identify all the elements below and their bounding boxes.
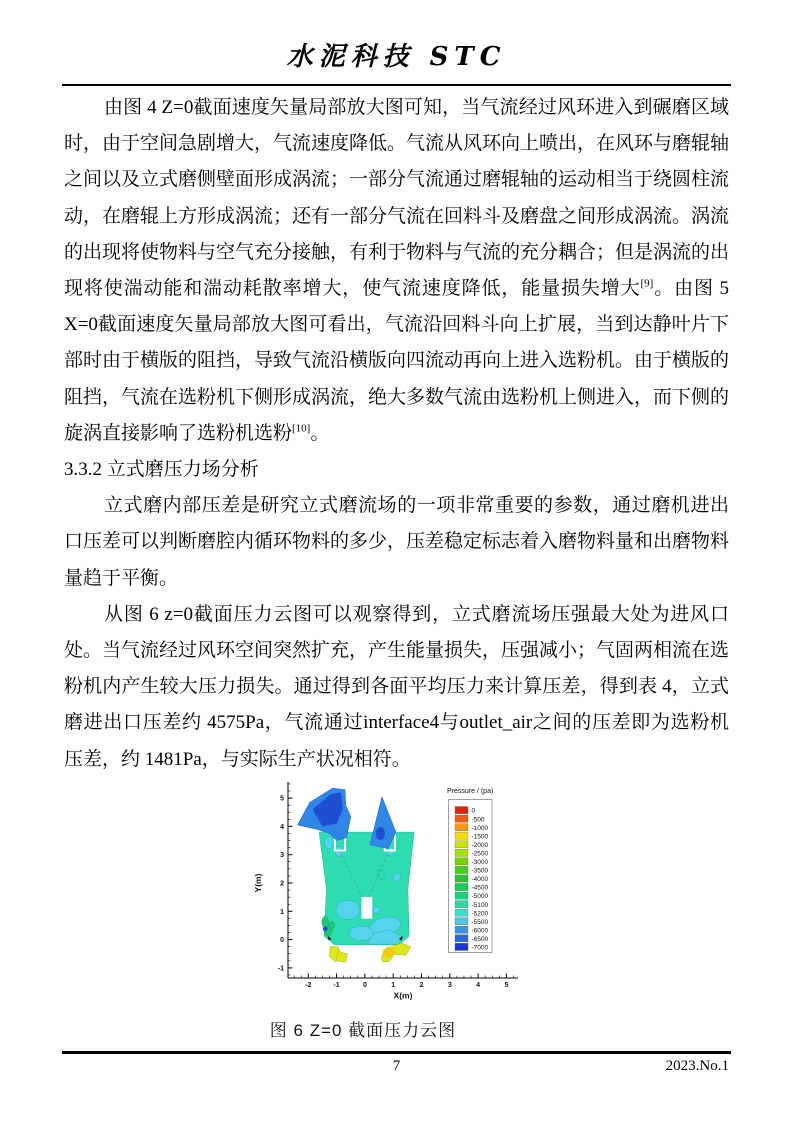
svg-text:-5200: -5200 [471, 910, 489, 918]
paragraph-velocity-field [64, 90, 729, 452]
colorbar-legend [447, 788, 493, 953]
svg-text:-4000: -4000 [471, 876, 489, 884]
svg-text:-5000: -5000 [471, 893, 489, 901]
figure-caption: 图 6 Z=0 截面压力云图 [269, 1021, 457, 1040]
svg-text:-2500: -2500 [471, 850, 489, 858]
y-axis-label: Y(m) [253, 873, 263, 893]
svg-text:-6500: -6500 [471, 935, 489, 943]
svg-text:0: 0 [280, 937, 284, 945]
svg-text:-1000: -1000 [471, 824, 489, 832]
journal-header [64, 36, 729, 73]
paragraph-text: 由图 4 Z=0截面速度矢量局部放大图可知，当气流经过风环进入到碾磨区域时，由于空间急剧增大，气流速度降低。气流从风环向上喷出，在风环与磨辊轴之间以及立式磨侧壁面形成涡流；一部分气流通过磨辊轴的运动相当于绕圆柱流动，在磨辊上方形成涡流；还有一部分气流在回料斗及磨盘之间形成涡流。涡流的出现将使物料与空气充分接触，有利于物料与气流的充分耦合；但是涡流的出现将使湍动能和湍动耗散率增大，使气流速度降低，能量损失增大 [64, 97, 730, 300]
svg-text:1: 1 [280, 908, 284, 916]
paragraph-text: 。由图 5 X=0截面速度矢量局部放大图可看出，气流沿回料斗向上扩展，当到达静叶片下部时由于横版的阻挡，导致气流沿横版向四流动再向上进入选粉机。由于横版的阻挡，气流在选粉机下侧形成涡流，绝大多数气流由选粉机上侧进入，而下侧的旋涡直接影响了选粉机选粉 [64, 278, 730, 444]
svg-text:-7000: -7000 [471, 944, 489, 952]
svg-text:-5500: -5500 [471, 918, 489, 926]
svg-text:-3500: -3500 [471, 867, 489, 875]
dark-blue-spot [323, 926, 328, 931]
svg-text:-4500: -4500 [471, 884, 489, 892]
page-number: 7 [392, 1058, 401, 1074]
inlet-duct-right-core [376, 827, 385, 840]
inlet-duct-right-region [370, 797, 396, 849]
svg-text:4: 4 [280, 823, 284, 831]
svg-text:-3000: -3000 [471, 859, 489, 866]
x-axis-label: X(m) [393, 990, 413, 1001]
figure-6 [250, 780, 580, 1041]
svg-text:2: 2 [280, 880, 284, 888]
citation-ref-9: [9] [640, 277, 654, 290]
section-heading: 3.3.2 立式磨压力场分析 [64, 459, 259, 481]
svg-text:5: 5 [280, 795, 284, 803]
paragraph-pressure-intro: 立式磨内部压差是研究立式磨流场的一项非常重要的参数，通过磨机进出口压差可以判断磨腔内循环物料的多少，压差稳定标志着入磨物料量和出磨物料量趋于平衡。 [64, 495, 730, 589]
svg-text:0: 0 [362, 982, 367, 989]
svg-text:-2: -2 [305, 982, 312, 989]
article-body [64, 90, 729, 778]
legend-rows [455, 807, 489, 952]
legend-title: Pressure / (pa) [447, 788, 494, 795]
svg-text:-5100: -5100 [471, 901, 489, 909]
journal-title: 水泥科技 STC [286, 42, 507, 72]
header-divider [62, 84, 731, 86]
svg-text:4: 4 [476, 982, 481, 989]
citation-ref-10: [10] [292, 422, 311, 435]
svg-text:0: 0 [471, 807, 476, 815]
svg-text:5: 5 [504, 982, 509, 989]
issue-label: 2023.No.1 [665, 1058, 729, 1074]
nozzle-ring-orange-spot [382, 948, 395, 957]
pressure-contour-plot [250, 780, 580, 1010]
svg-text:-1: -1 [277, 965, 284, 973]
svg-text:-1500: -1500 [471, 833, 489, 841]
pressure-contour-map [298, 788, 415, 962]
nozzle-ring-yellow-group [330, 943, 411, 962]
svg-text:3: 3 [280, 852, 284, 860]
svg-text:-500: -500 [471, 816, 485, 824]
svg-text:-1: -1 [333, 982, 340, 989]
svg-text:-6000: -6000 [471, 927, 489, 935]
svg-text:1: 1 [391, 982, 396, 989]
page-footer [64, 1058, 729, 1075]
footer-divider [62, 1051, 731, 1054]
svg-text:3: 3 [447, 982, 452, 989]
svg-text:-2000: -2000 [471, 841, 489, 849]
svg-text:2: 2 [419, 982, 424, 989]
mill-shaft-region [361, 897, 372, 919]
paragraph-text: 。 [310, 422, 330, 444]
paragraph-pressure-analysis: 从图 6 z=0截面压力云图可以观察得到，立式磨流场压强最大处为进风口处。当气流经过风环空间突然扩充，产生能量损失，压强减小；气固两相流在选粉机内产生较大压力损失。通过得到各面平均压力来计算压差，得到表 4，立式磨进出口压差约 4575Pa，气流通过interface4与outlet_air之间的压差即为选粉机压差，约 1481Pa，与实际生产状况相符。 [64, 603, 730, 770]
